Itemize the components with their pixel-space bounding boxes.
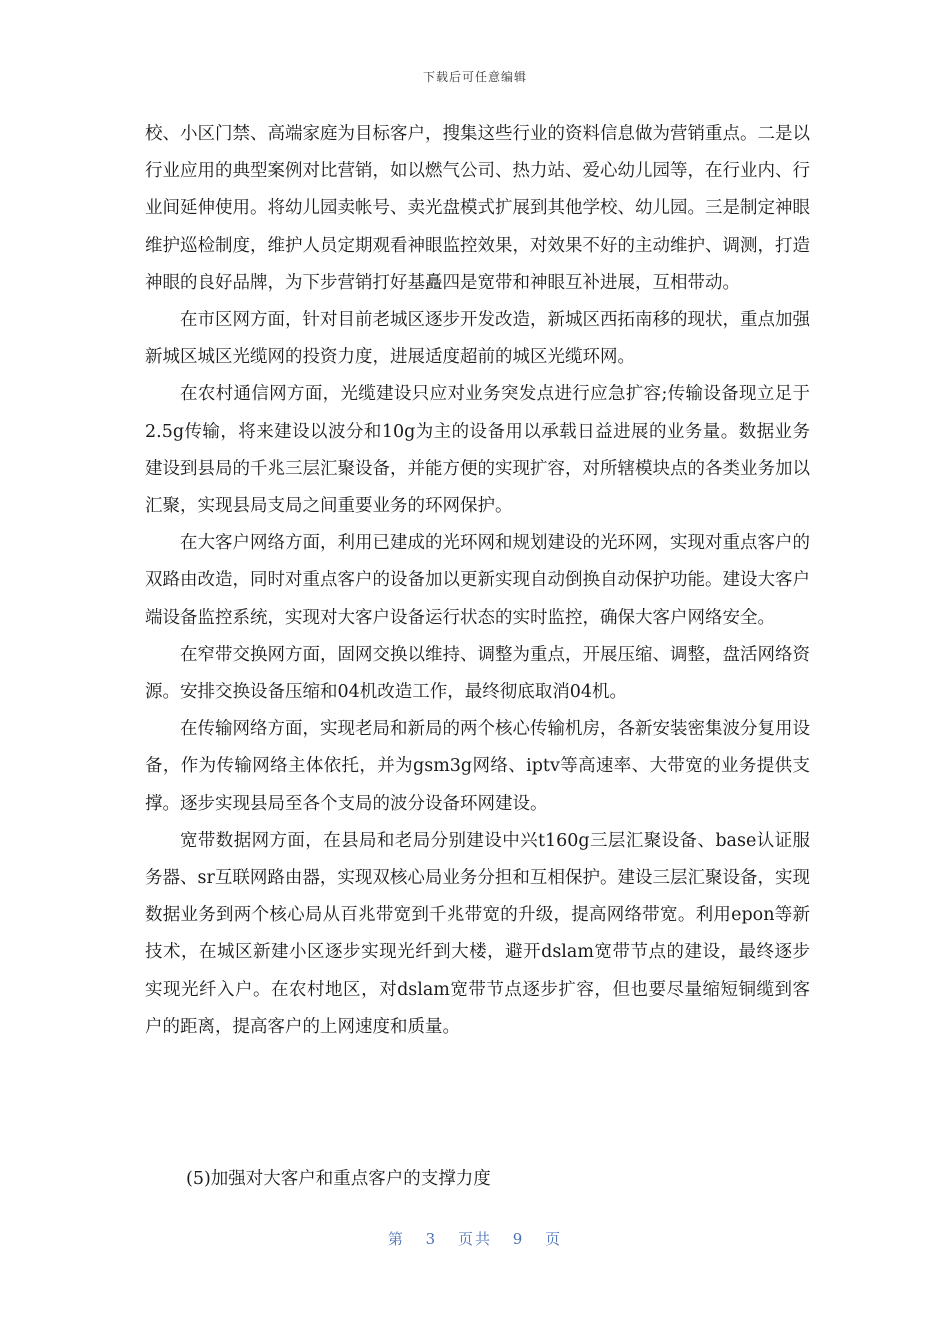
paragraph-narrowband-switching: 在窄带交换网方面，固网交换以维持、调整为重点，开展压缩、调整，盘活网络资源。安排交换设备压缩和04机改造工作，最终彻底取消04机。 (145, 644, 810, 703)
paragraph-transmission-network: 在传输网络方面，实现老局和新局的两个核心传输机房，各新安装密集波分复用设备，作为传输网络主体依托，并为gsm3g网络、iptv等高速率、大带宽的业务提供支撑。逐步实现县局至各个支局的波分设备环网建设。 (145, 719, 810, 814)
paragraph-rural-network: 在农村通信网方面，光缆建设只应对业务突发点进行应急扩容;传输设备现立足于2.5g传输，将来建设以波分和10g为主的设备用以承载日益进展的业务量。数据业务建设到县局的千兆三层汇聚设备，并能方便的实现扩容，对所辖模块点的各类业务加以汇聚，实现县局支局之间重要业务的环网保护。 (145, 384, 810, 517)
paragraph-continuation: 校、小区门禁、高端家庭为目标客户，搜集这些行业的资料信息做为营销重点。二是以行业应用的典型案例对比营销，如以燃气公司、热力站、爱心幼儿园等，在行业内、行业间延伸使用。将幼儿园卖帐号、卖光盘模式扩展到其他学校、幼儿园。三是制定神眼维护巡检制度，维护人员定期观看神眼监控效果，对效果不好的主动维护、调测，打造神眼的良好品牌，为下步营销打好基矗四是宽带和神眼互补进展，互相带动。 (145, 124, 810, 293)
page-number-footer: 第 3 页共 9 页 (387, 1230, 563, 1248)
paragraph-key-customer-network: 在大客户网络方面，利用已建成的光环网和规划建设的光环网，实现对重点客户的双路由改造，同时对重点客户的设备加以更新实现自动倒换自动保护功能。建设大客户端设备监控系统，实现对大客户设备运行状态的实时监控，确保大客户网络安全。 (145, 533, 810, 628)
section-heading: (5)加强对大客户和重点客户的支撑力度 (186, 1169, 491, 1189)
paragraph-broadband-data-network: 宽带数据网方面，在县局和老局分别建设中兴t160g三层汇聚设备、base认证服务器、sr互联网路由器，实现双核心局业务分担和互相保护。建设三层汇聚设备，实现数据业务到两个核心局从百兆带宽到千兆带宽的升级，提高网络带宽。利用epon等新技术，在城区新建小区逐步实现光纤到大楼，避开dslam宽带节点的建设，最终逐步实现光纤入户。在农村地区，对dslam宽带节点逐步扩容，但也要尽量缩短铜缆到客户的距离，提高客户的上网速度和质量。 (145, 830, 810, 1037)
page-header: 下载后可任意编辑 (422, 70, 527, 84)
document-body (145, 116, 810, 1046)
paragraph-urban-network: 在市区网方面，针对目前老城区逐步开发改造，新城区西拓南移的现状，重点加强新城区城区光缆网的投资力度，进展适度超前的城区光缆环网。 (145, 310, 810, 368)
